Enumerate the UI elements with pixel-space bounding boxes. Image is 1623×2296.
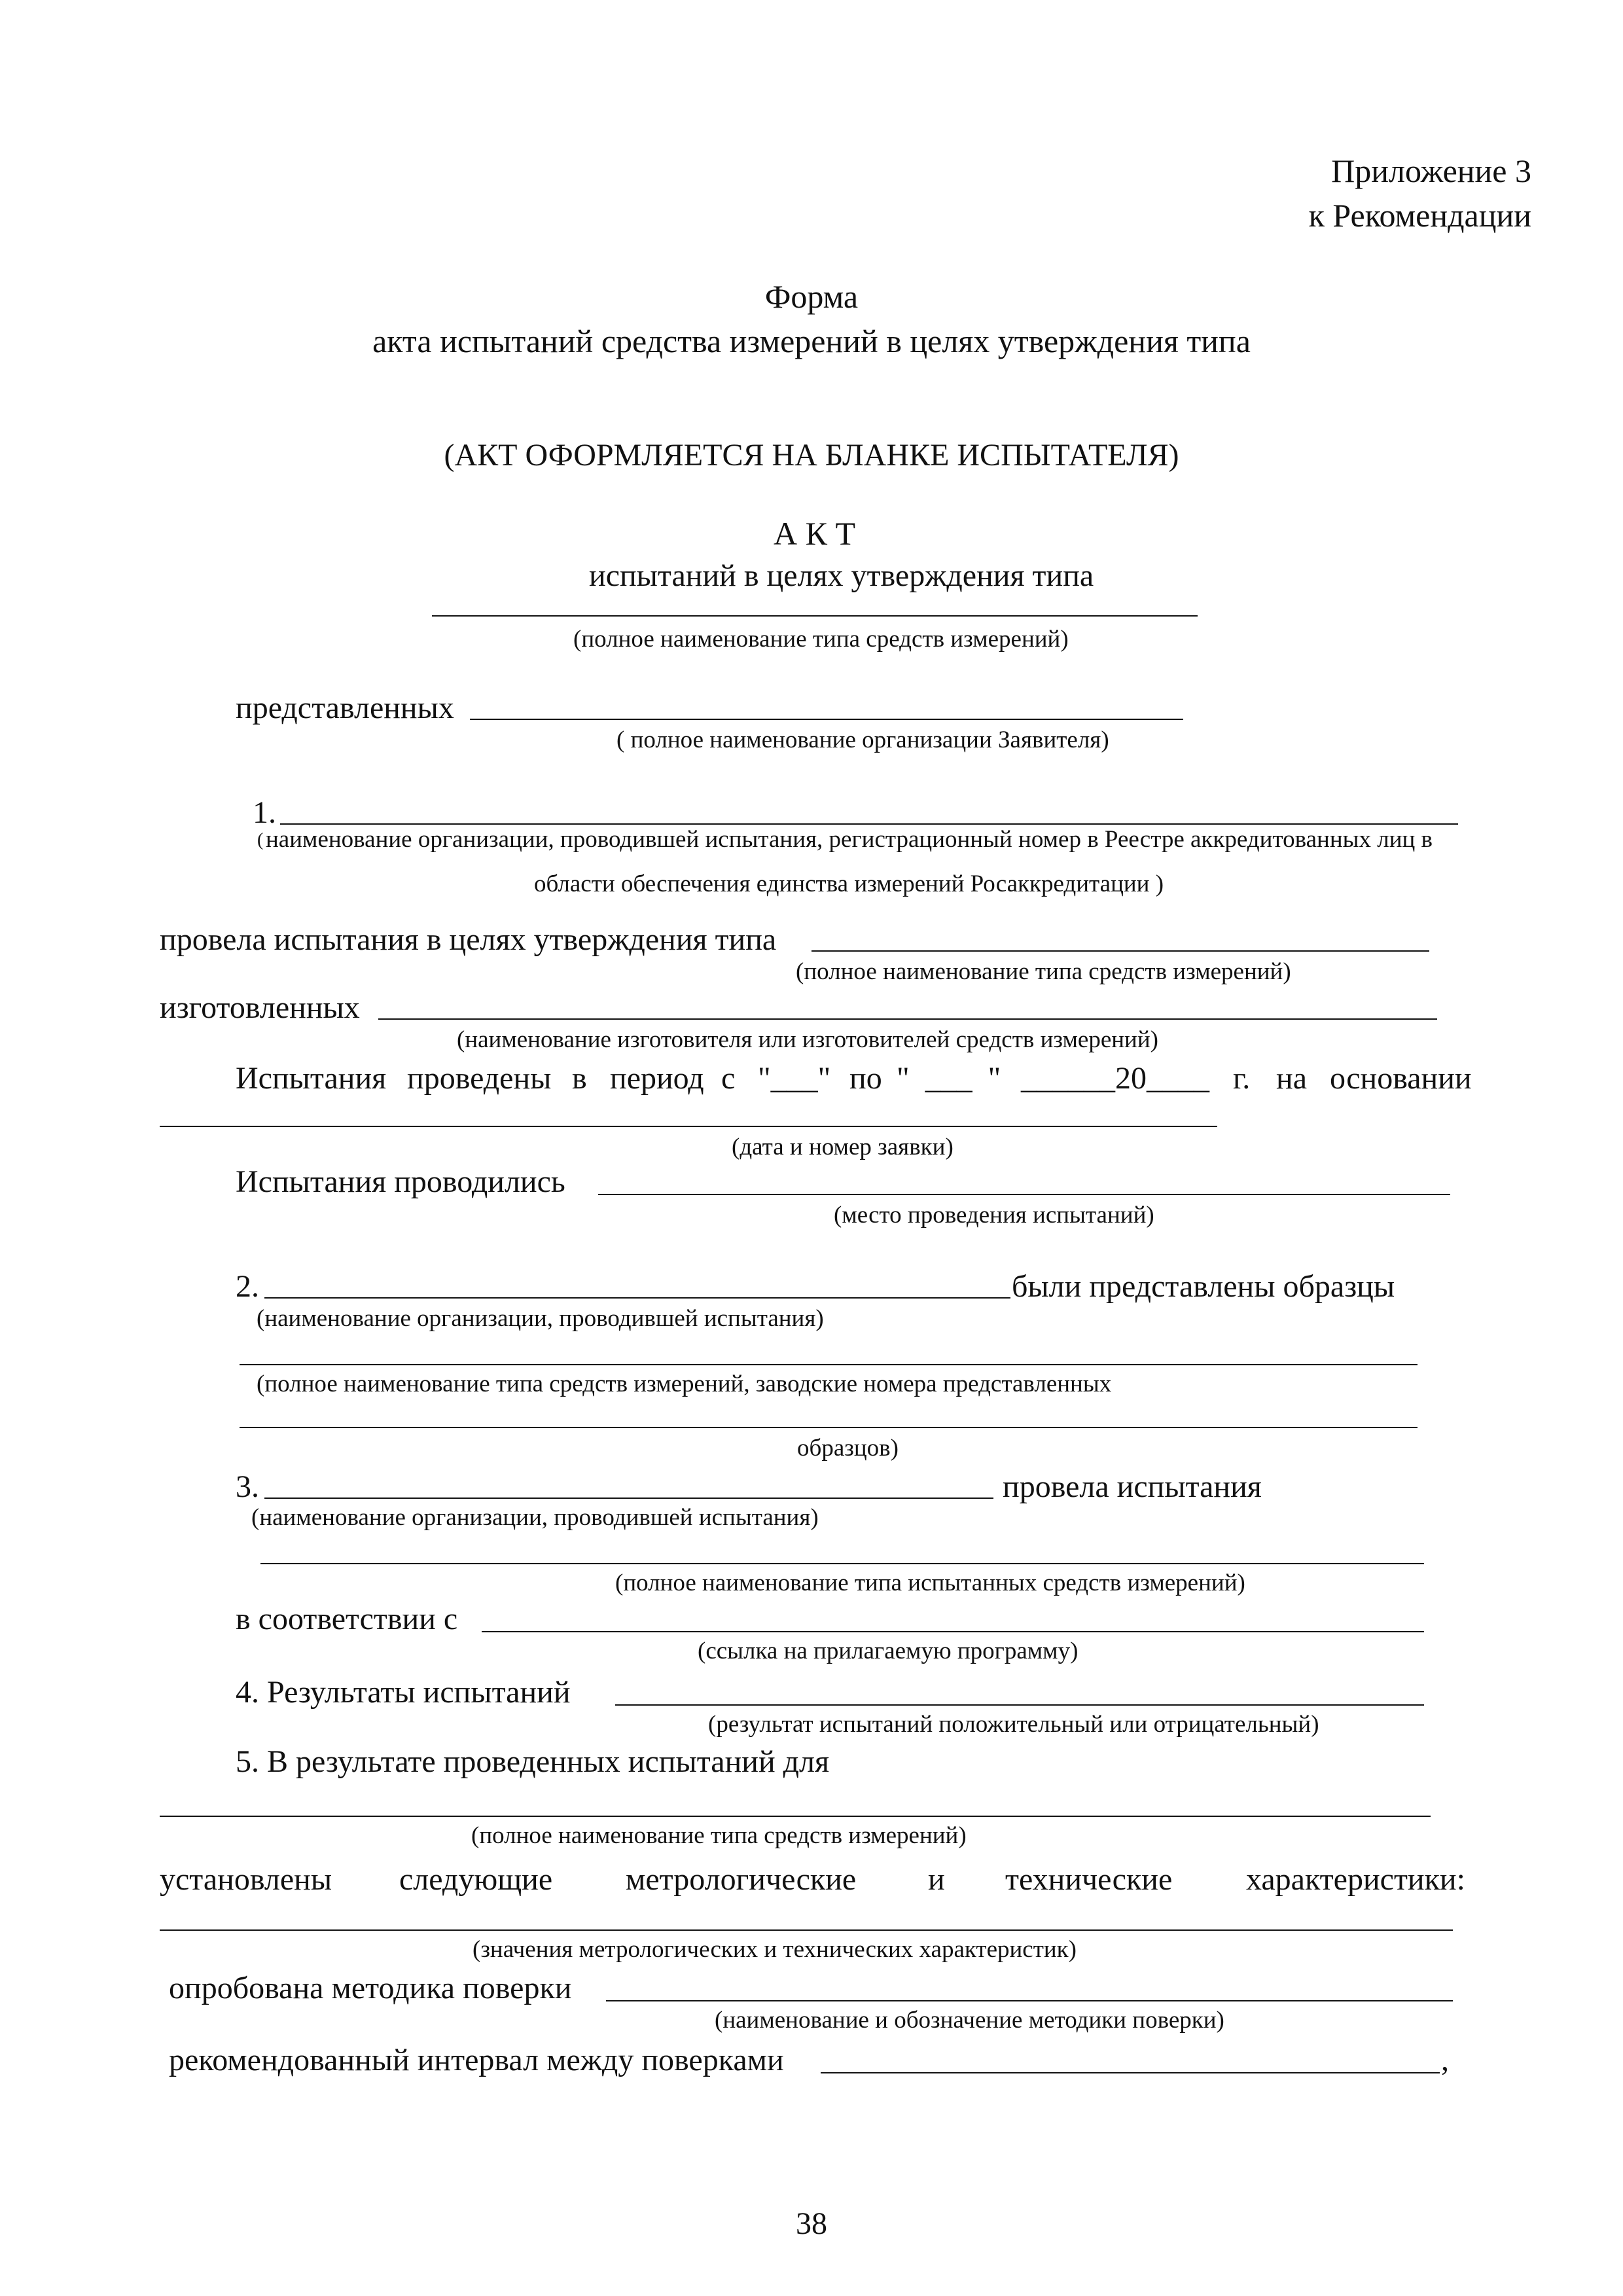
place-line[interactable] <box>598 1194 1450 1195</box>
period-word-3: в <box>572 1061 587 1096</box>
item2-samples-line-1[interactable] <box>240 1364 1418 1365</box>
made-label: изготовленных <box>160 990 360 1025</box>
item4-hint: (результат испытаний положительный или отрицательный) <box>708 1711 1319 1738</box>
page-number: 38 <box>796 2206 827 2241</box>
item1-hint-prefix: ( <box>257 830 264 850</box>
form-subtitle: акта испытаний средства измерений в целях утверждения типа <box>372 323 1251 359</box>
spec-word-4: и <box>928 1862 945 1897</box>
recommendation-label: к Рекомендации <box>1308 197 1531 234</box>
item1-line[interactable] <box>280 823 1458 825</box>
period-hint: (дата и номер заявки) <box>732 1134 954 1160</box>
item2-samples-line-2[interactable] <box>240 1427 1418 1428</box>
period-word-4: период <box>610 1061 704 1096</box>
item5-hint: (полное наименование типа средств измерений) <box>471 1822 967 1849</box>
period-word-9: основании <box>1330 1061 1472 1096</box>
place-hint: (место проведения испытаний) <box>834 1202 1154 1229</box>
spec-word-3: метрологические <box>626 1862 857 1897</box>
blank-note: (АКТ ОФОРМЛЯЕТСЯ НА БЛАНКЕ ИСПЫТАТЕЛЯ) <box>444 438 1179 473</box>
item1-hint-line1: наименование организации, проводившей испытания, регистрационный номер в Реестре аккредитованных лиц в <box>266 826 1433 853</box>
item2-number: 2. <box>236 1269 259 1304</box>
item4-label: 4. Результаты испытаний <box>236 1675 571 1710</box>
conducted-line[interactable] <box>812 950 1429 952</box>
form-title: Форма <box>764 278 859 315</box>
item5-label: 5. В результате проведенных испытаний для <box>236 1744 830 1779</box>
period-word-7: г. <box>1233 1061 1251 1096</box>
conducted-label: провела испытания в целях утверждения типа <box>160 922 777 957</box>
item2-after: были представлены образцы <box>1012 1269 1395 1304</box>
spec-word-5: технические <box>1005 1862 1173 1897</box>
interval-label: рекомендованный интервал между поверками <box>169 2043 784 2077</box>
period-end-day[interactable]: " ___ " <box>897 1061 1001 1096</box>
period-word-5: с <box>721 1061 736 1096</box>
spec-word-2: следующие <box>399 1862 553 1897</box>
period-word-8: на <box>1276 1061 1307 1096</box>
presented-hint: ( полное наименование организации Заявителя) <box>616 726 1109 753</box>
item3-number: 3. <box>236 1469 259 1504</box>
spec-line[interactable] <box>160 1929 1453 1931</box>
made-hint: (наименование изготовителя или изготовителей средств измерений) <box>457 1026 1158 1053</box>
accordance-line[interactable] <box>482 1631 1424 1632</box>
appendix-label: Приложение 3 <box>1331 152 1531 189</box>
presented-line[interactable] <box>470 719 1183 720</box>
item1-number: 1. <box>253 795 276 830</box>
item4-line[interactable] <box>615 1704 1424 1706</box>
item2-hint-2: (полное наименование типа средств измерений, заводские номера представленных <box>257 1371 1112 1397</box>
made-line[interactable] <box>378 1018 1437 1020</box>
period-start-day[interactable]: "___" <box>758 1061 831 1096</box>
item2-hint: (наименование организации, проводившей испытания) <box>257 1305 824 1332</box>
act-subheading: испытаний в целях утверждения типа <box>589 558 1094 593</box>
method-line[interactable] <box>606 2000 1453 2001</box>
period-word-1: Испытания <box>236 1061 387 1096</box>
accordance-hint: (ссылка на прилагаемую программу) <box>698 1638 1079 1664</box>
method-hint: (наименование и обозначение методики поверки) <box>715 2007 1224 2034</box>
period-year[interactable]: ______20____ <box>1021 1061 1209 1096</box>
item3-after: провела испытания <box>1003 1469 1262 1504</box>
act-heading: А К Т <box>774 515 855 552</box>
item2-hint-3: образцов) <box>797 1435 899 1462</box>
type-name-line[interactable] <box>432 615 1198 617</box>
period-word-6: по <box>849 1061 882 1096</box>
spec-word-1: установлены <box>160 1862 332 1897</box>
item3-org-line[interactable] <box>264 1498 993 1499</box>
type-name-hint: (полное наименование типа средств измерений) <box>573 626 1069 653</box>
item1-hint-line2: области обеспечения единства измерений Росаккредитации ) <box>534 870 1164 897</box>
spec-word-6: характеристики: <box>1246 1862 1465 1897</box>
item2-org-line[interactable] <box>264 1297 1010 1299</box>
item3-hint: (наименование организации, проводившей испытания) <box>251 1504 819 1531</box>
conducted-hint: (полное наименование типа средств измерений) <box>796 958 1291 985</box>
period-word-2: проведены <box>407 1061 552 1096</box>
presented-label: представленных <box>236 691 454 725</box>
interval-line[interactable] <box>821 2072 1440 2073</box>
interval-comma: , <box>1441 2043 1449 2077</box>
item5-line[interactable] <box>160 1816 1431 1817</box>
spec-hint: (значения метрологических и технических характеристик) <box>473 1936 1077 1963</box>
accordance-label: в соответствии с <box>236 1602 458 1636</box>
place-label: Испытания проводились <box>236 1164 565 1199</box>
method-label: опробована методика поверки <box>169 1971 572 2005</box>
item3-hint-2: (полное наименование типа испытанных средств измерений) <box>615 1570 1245 1596</box>
item3-type-line[interactable] <box>260 1563 1424 1564</box>
period-basis-line[interactable] <box>160 1126 1217 1127</box>
